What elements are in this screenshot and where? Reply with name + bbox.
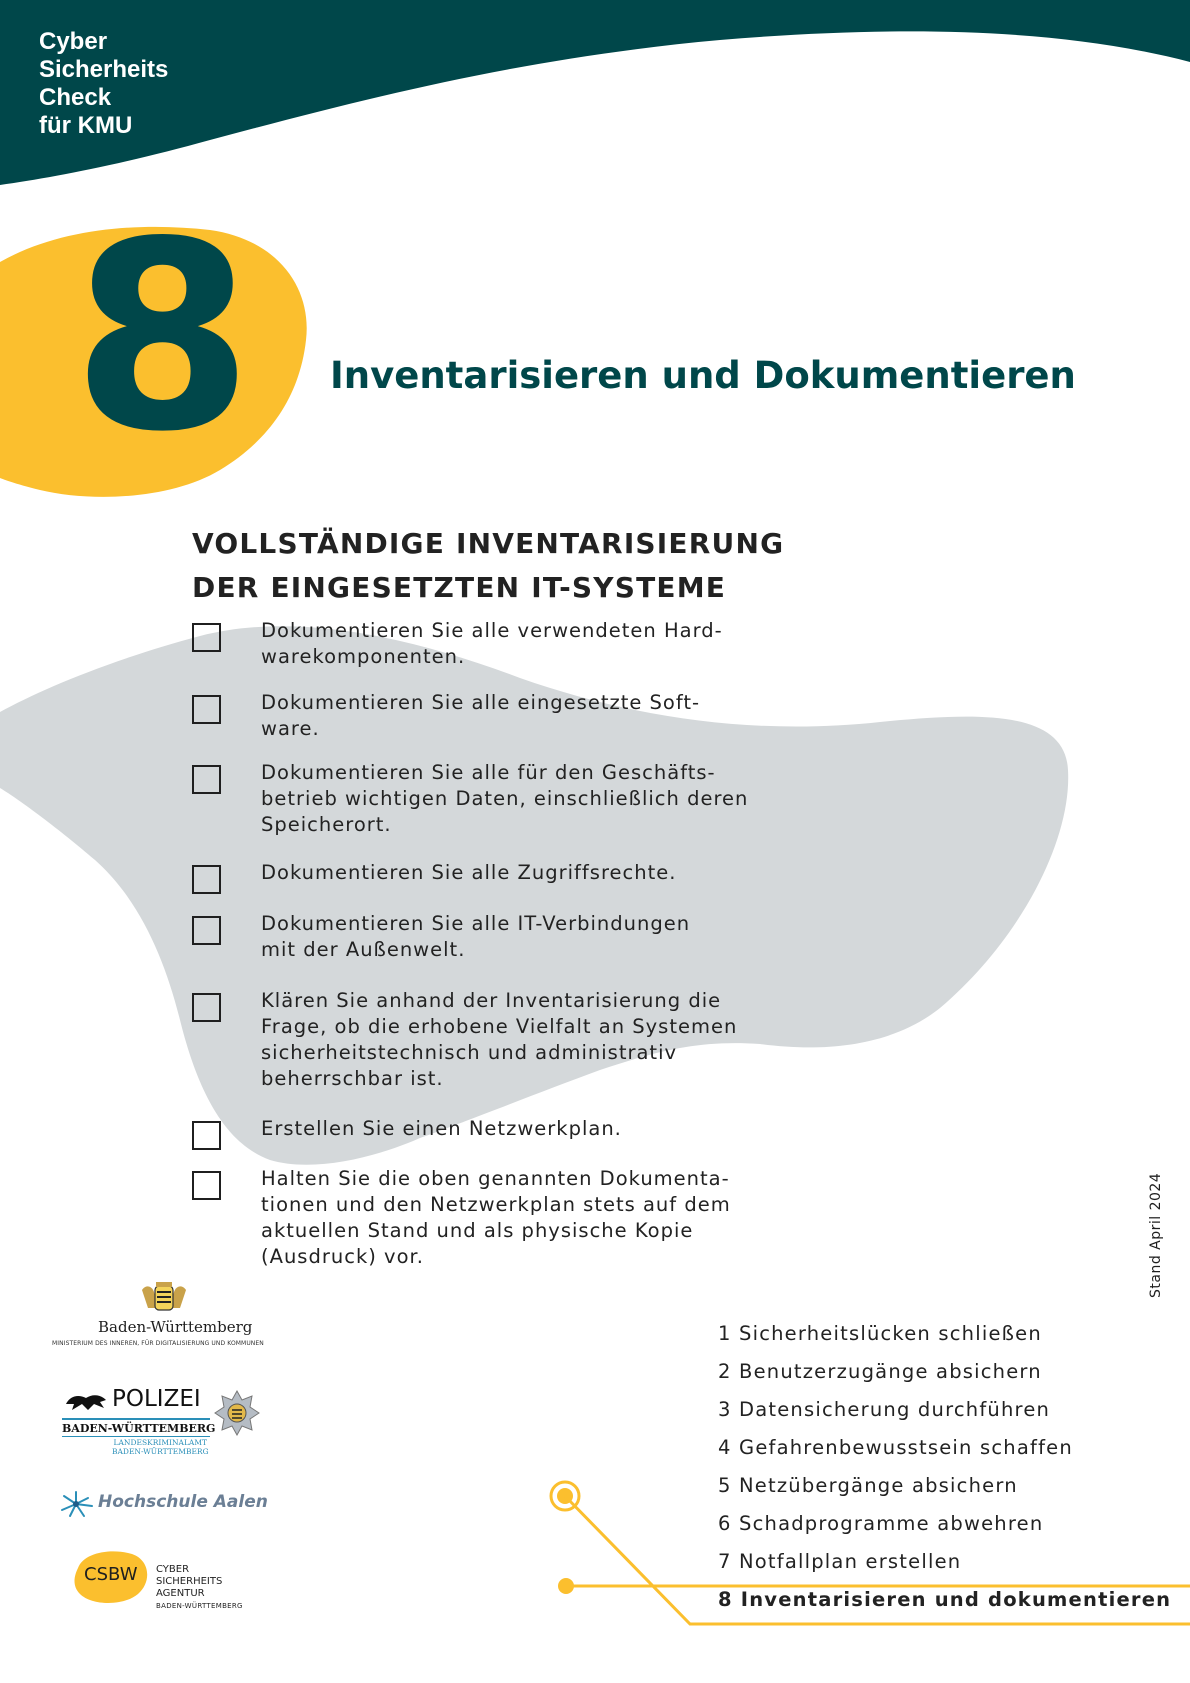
csbw-line: AGENTUR bbox=[156, 1588, 205, 1599]
csbw-region: BADEN-WÜRTTEMBERG bbox=[156, 1602, 243, 1610]
section-heading bbox=[192, 522, 784, 610]
checklist-item-text bbox=[261, 911, 781, 963]
page-title: Inventarisieren und Dokumentieren bbox=[330, 354, 1076, 397]
lka-line: LANDESKRIMINALAMT bbox=[113, 1438, 208, 1447]
header-wave bbox=[0, 0, 1190, 185]
polizei-lka bbox=[112, 1438, 209, 1456]
hochschule-name: Hochschule Aalen bbox=[98, 1492, 268, 1512]
brand-line: für KMU bbox=[39, 112, 133, 139]
text-line: beherrschbar ist. bbox=[261, 1067, 444, 1090]
text-line: betrieb wichtigen Daten, einschließlich deren bbox=[261, 787, 749, 810]
checklist-item-text bbox=[261, 1116, 781, 1142]
brand-title bbox=[39, 28, 168, 140]
logo-hochschule-aalen bbox=[58, 1490, 278, 1520]
lion-icon bbox=[64, 1390, 108, 1412]
checkbox[interactable] bbox=[192, 1121, 221, 1150]
checkbox[interactable] bbox=[192, 993, 221, 1022]
csbw-line: CYBER bbox=[156, 1564, 190, 1575]
text-line: Erstellen Sie einen Netzwerkplan. bbox=[261, 1117, 622, 1140]
checklist-item-text bbox=[261, 760, 781, 838]
text-line: mit der Außenwelt. bbox=[261, 938, 466, 961]
brand-line: Sicherheits bbox=[39, 56, 169, 83]
lka-line: BADEN-WÜRTTEMBERG bbox=[112, 1447, 209, 1456]
text-line: Dokumentieren Sie alle eingesetzte Soft- bbox=[261, 691, 701, 714]
checklist-item-text bbox=[261, 860, 781, 886]
polizei-rule bbox=[62, 1418, 210, 1420]
nav-item-4[interactable]: 4 Gefahrenbewusstsein schaffen bbox=[718, 1436, 1073, 1459]
brand-line: Check bbox=[39, 84, 112, 111]
text-line: Dokumentieren Sie alle Zugriffsrechte. bbox=[261, 861, 677, 884]
logo-polizei bbox=[62, 1386, 262, 1458]
text-line: aktuellen Stand und als physische Kopie bbox=[261, 1219, 694, 1242]
checkbox[interactable] bbox=[192, 865, 221, 894]
nav-item-8-active[interactable]: 8 Inventarisieren und dokumentieren bbox=[718, 1588, 1172, 1611]
chapter-number: 8 bbox=[72, 187, 253, 489]
checklist-item-text bbox=[261, 690, 781, 742]
polizei-rule bbox=[62, 1436, 210, 1437]
police-star-icon bbox=[214, 1390, 260, 1436]
checkbox[interactable] bbox=[192, 1171, 221, 1200]
text-line: warekomponenten. bbox=[261, 645, 466, 668]
text-line: Klären Sie anhand der Inventarisierung die bbox=[261, 989, 722, 1012]
logo-csbw bbox=[72, 1548, 292, 1608]
csbw-line: SICHERHEITS bbox=[156, 1576, 223, 1587]
nav-item-3[interactable]: 3 Datensicherung durchführen bbox=[718, 1398, 1051, 1421]
bw-name: Baden-Württemberg bbox=[98, 1318, 253, 1336]
nav-item-6[interactable]: 6 Schadprogramme abwehren bbox=[718, 1512, 1044, 1535]
nav-item-2[interactable]: 2 Benutzerzugänge absichern bbox=[718, 1360, 1042, 1383]
text-line: ware. bbox=[261, 717, 320, 740]
nav-item-1[interactable]: 1 Sicherheitslücken schließen bbox=[718, 1322, 1042, 1345]
checkbox[interactable] bbox=[192, 695, 221, 724]
section-heading-line: VOLLSTÄNDIGE INVENTARISIERUNG bbox=[192, 527, 785, 560]
stand-date: Stand April 2024 bbox=[1148, 1172, 1164, 1298]
checklist-item-text bbox=[261, 988, 781, 1092]
text-line: tionen und den Netzwerkplan stets auf dem bbox=[261, 1193, 731, 1216]
csbw-abbr: CSBW bbox=[84, 1564, 138, 1585]
bw-ministry: MINISTERIUM DES INNEREN, FÜR DIGITALISIERUNG UND KOMMUNEN bbox=[52, 1340, 264, 1347]
text-line: Frage, ob die erhobene Vielfalt an Systemen bbox=[261, 1015, 738, 1038]
text-line: Dokumentieren Sie alle für den Geschäfts- bbox=[261, 761, 716, 784]
brand-line: Cyber bbox=[39, 28, 108, 55]
text-line: sicherheitstechnisch und administrativ bbox=[261, 1041, 678, 1064]
checklist-item-text bbox=[261, 618, 781, 670]
polizei-region: BADEN-WÜRTTEMBERG bbox=[62, 1422, 216, 1435]
section-heading-line: DER EINGESETZTEN IT-SYSTEME bbox=[192, 571, 727, 604]
csbw-text bbox=[156, 1564, 243, 1612]
checklist-item-text bbox=[261, 1166, 781, 1270]
nav-item-5[interactable]: 5 Netzübergänge absichern bbox=[718, 1474, 1018, 1497]
text-line: Halten Sie die oben genannten Dokumenta- bbox=[261, 1167, 730, 1190]
text-line: (Ausdruck) vor. bbox=[261, 1245, 424, 1268]
checkbox[interactable] bbox=[192, 765, 221, 794]
nav-item-7[interactable]: 7 Notfallplan erstellen bbox=[718, 1550, 962, 1573]
checkbox[interactable] bbox=[192, 623, 221, 652]
coat-of-arms-icon bbox=[136, 1282, 192, 1314]
text-line: Dokumentieren Sie alle IT-Verbindungen bbox=[261, 912, 691, 935]
checkbox[interactable] bbox=[192, 916, 221, 945]
spark-icon bbox=[58, 1490, 94, 1518]
text-line: Dokumentieren Sie alle verwendeten Hard- bbox=[261, 619, 723, 642]
text-line: Speicherort. bbox=[261, 813, 392, 836]
polizei-word: POLIZEI bbox=[112, 1386, 201, 1412]
